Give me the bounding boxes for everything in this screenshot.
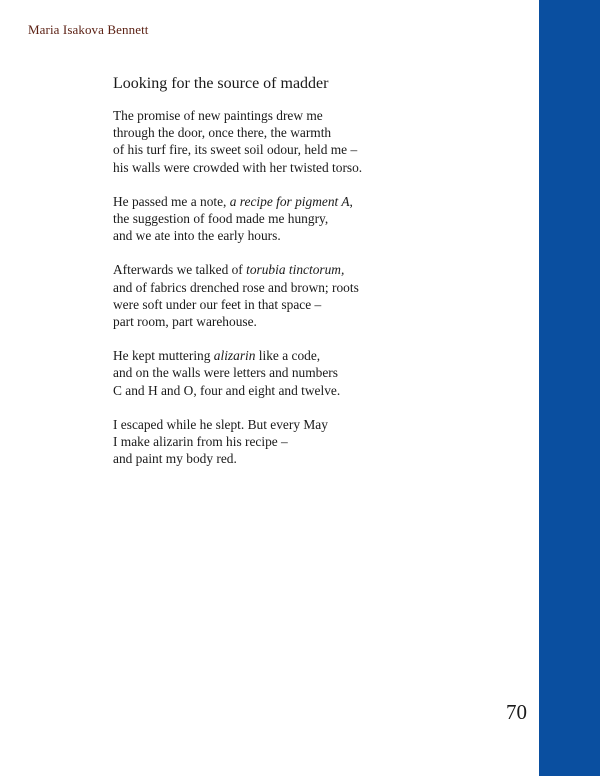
poem-line: of his turf fire, its sweet soil odour, held me – <box>113 142 358 158</box>
poem-line: He kept muttering alizarin like a code, <box>113 348 321 364</box>
poem-line: Afterwards we talked of torubia tinctorum, <box>113 262 345 278</box>
italic-phrase: alizarin <box>213 348 256 364</box>
poem-line: the suggestion of food made me hungry, <box>113 211 329 227</box>
stanza <box>113 107 523 176</box>
poem-line: and we ate into the early hours. <box>113 228 281 244</box>
page-number: 70 <box>506 700 527 724</box>
side-color-band <box>539 0 600 776</box>
poem-line: I make alizarin from his recipe – <box>113 434 288 450</box>
poem-line: C and H and O, four and eight and twelve. <box>113 382 341 398</box>
stanza <box>113 347 523 399</box>
poem-line: The promise of new paintings drew me <box>113 108 323 123</box>
stanza <box>113 416 523 468</box>
poem-title: Looking for the source of madder <box>113 75 329 92</box>
poem-line: through the door, once there, the warmth <box>113 125 332 141</box>
poem-line: his walls were crowded with her twisted torso. <box>113 159 363 175</box>
poem-line: and paint my body red. <box>113 451 237 467</box>
poem-line: were soft under our feet in that space – <box>113 296 322 312</box>
running-header-author: Maria Isakova Bennett <box>28 22 149 37</box>
poem <box>113 74 523 484</box>
poem-line: I escaped while he slept. But every May <box>113 416 328 432</box>
poem-line: part room, part warehouse. <box>113 314 257 330</box>
poem-line: and of fabrics drenched rose and brown; roots <box>113 279 359 295</box>
stanza <box>113 193 523 245</box>
stanza <box>113 261 523 330</box>
italic-phrase: a recipe for pigment A <box>229 193 350 209</box>
poem-line: He passed me a note, a recipe for pigment A, <box>113 193 353 209</box>
poem-line: and on the walls were letters and numbers <box>113 365 338 381</box>
italic-phrase: torubia tinctorum, <box>246 262 345 278</box>
